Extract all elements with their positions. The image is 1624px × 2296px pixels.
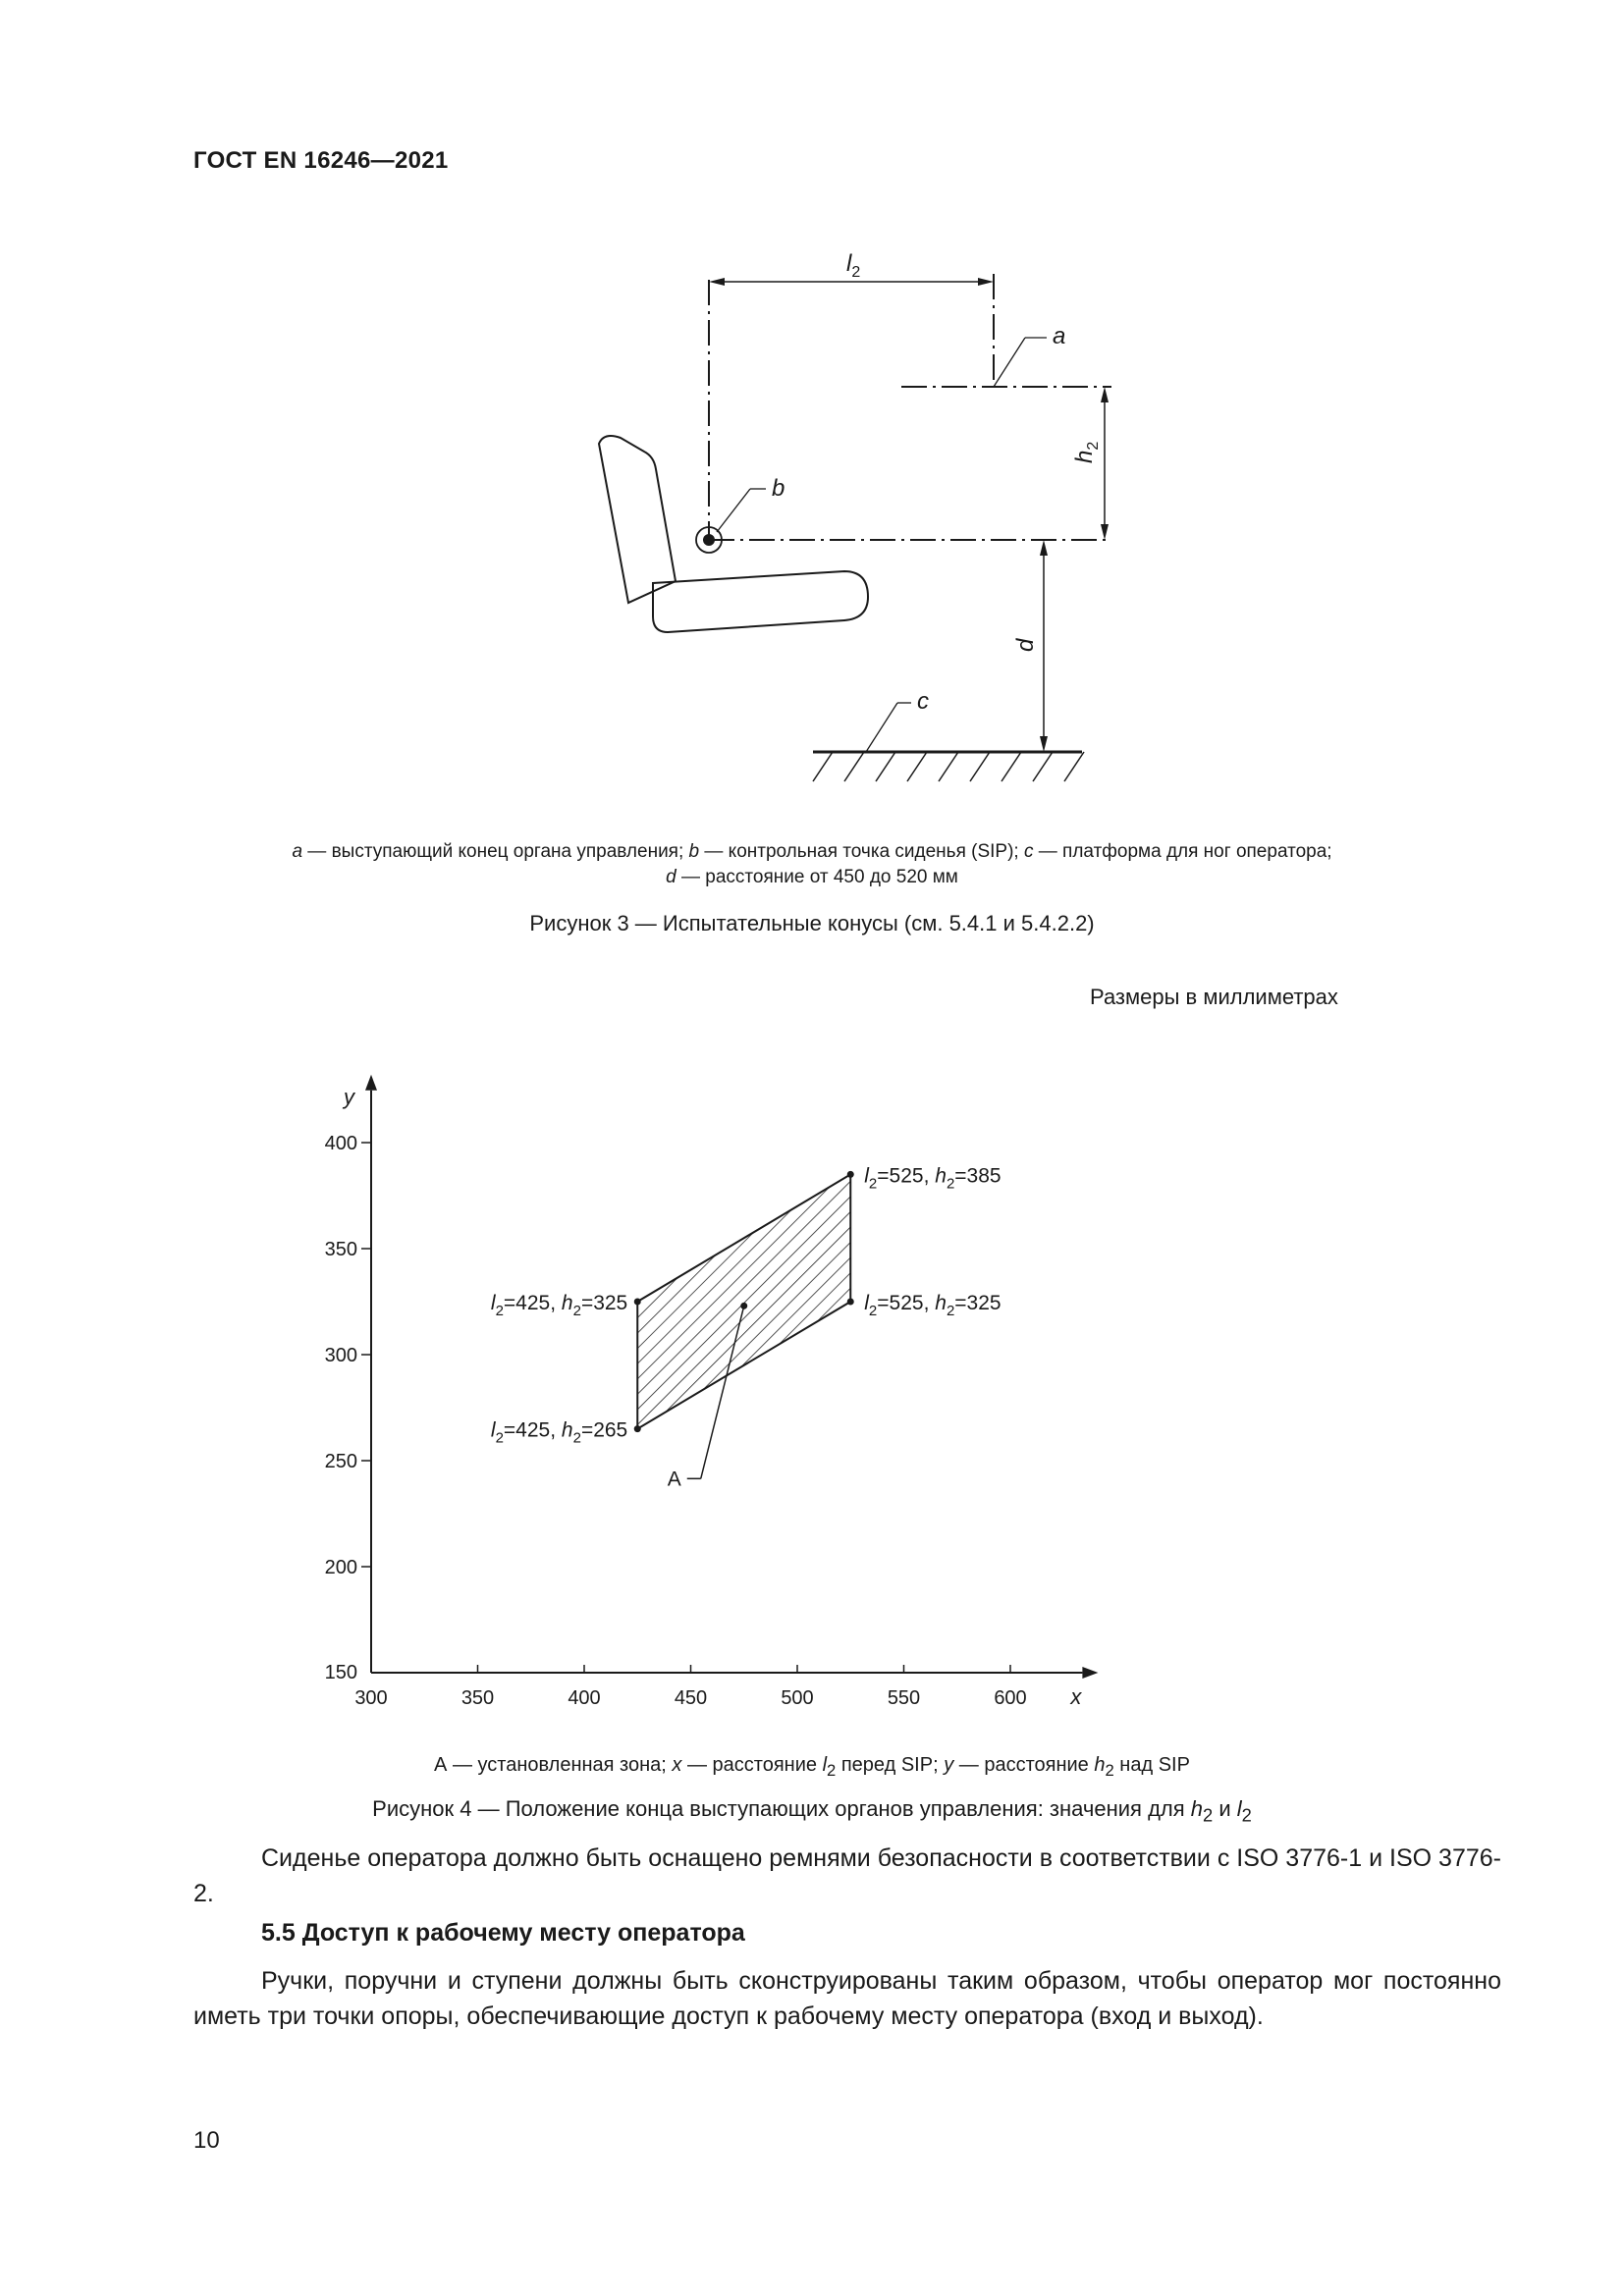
corner-point xyxy=(847,1299,854,1306)
x-tick-label: 350 xyxy=(460,1687,495,1709)
corner-point-label: $l_2=525$, $h_2=385$ xyxy=(864,1164,1001,1193)
zone-a-polygon xyxy=(637,1174,850,1428)
callout-a: a xyxy=(1053,323,1066,349)
paragraph-access: Ручки, поручни и ступени должны быть сконструированы таким образом, чтобы оператор мог постоянно иметь три точки опоры, обеспечивающие доступ к рабочему месту оператора (вход и выход). xyxy=(193,1967,1501,2030)
x-axis-label: x xyxy=(1070,1684,1082,1709)
y-tick-label: 200 xyxy=(324,1557,357,1578)
chart-ticks xyxy=(325,1133,1027,1709)
figure-3-caption: Рисунок 3 — Испытательные конусы (см. 5.4.1 и 5.4.2.2) xyxy=(529,911,1095,935)
d-label: d xyxy=(1012,638,1039,652)
callout-c: c xyxy=(917,688,929,715)
corner-point xyxy=(634,1299,641,1306)
figure-3-legend-line1: a — выступающий конец органа управления; b — контрольная точка сиденья (SIP); c — платформа для ног оператора; xyxy=(292,841,1332,862)
figure-3-drawing xyxy=(0,0,1624,805)
figure-3-legend-line2: d — расстояние от 450 до 520 мм xyxy=(666,867,958,887)
corner-point-label: $l_2=525$, $h_2=325$ xyxy=(864,1292,1001,1319)
x-tick-label: 600 xyxy=(994,1687,1027,1709)
figure-4-legend: А — установленная зона; x — расстояние $l_2$ перед SIP; y — расстояние $h_2$ над SIP xyxy=(434,1754,1190,1780)
x-tick-label: 300 xyxy=(354,1687,388,1709)
x-tick-label: 450 xyxy=(674,1687,708,1709)
paragraph-seat-belts: Сиденье оператора должно быть оснащено ремнями безопасности в соответствии с ISO 3776-1 и ISO 3776-2. xyxy=(193,1844,1501,1907)
zone-a-label: A xyxy=(667,1468,681,1491)
x-tick-label: 550 xyxy=(887,1687,921,1709)
figure-4-caption: Рисунок 4 — Положение конца выступающих органов управления: значения для $h_2$ и $l_2$ xyxy=(372,1796,1252,1826)
y-tick-label: 150 xyxy=(324,1662,357,1683)
x-axis-arrow-icon xyxy=(1082,1667,1098,1679)
y-tick-label: 250 xyxy=(324,1451,357,1472)
standard-header: ГОСТ EN 16246—2021 xyxy=(193,147,449,174)
y-axis-label: y xyxy=(344,1084,354,1109)
y-tick-label: 400 xyxy=(324,1133,357,1154)
corner-point xyxy=(634,1425,641,1432)
l2-label: $l_2$ xyxy=(846,250,861,281)
units-note: Размеры в миллиметрах xyxy=(1090,985,1338,1009)
y-tick-label: 300 xyxy=(324,1345,357,1366)
corner-point-label: $l_2=425$, $h_2=325$ xyxy=(490,1292,628,1319)
h2-label: $h_2$ xyxy=(1071,441,1102,463)
section-title: 5.5 Доступ к рабочему месту оператора xyxy=(261,1919,745,1947)
y-axis-arrow-icon xyxy=(365,1075,377,1091)
seat-cushion xyxy=(653,571,868,632)
seat-backrest xyxy=(599,436,676,603)
x-tick-label: 400 xyxy=(568,1687,601,1709)
y-tick-label: 350 xyxy=(324,1239,357,1260)
chart-marks xyxy=(491,1164,1001,1490)
x-tick-label: 500 xyxy=(781,1687,814,1709)
figure-4-chart xyxy=(0,1031,1624,1718)
corner-point xyxy=(847,1171,854,1178)
corner-point-label: $l_2=425$, $h_2=265$ xyxy=(490,1418,628,1447)
page-number: 10 xyxy=(193,2127,220,2154)
callout-b: b xyxy=(772,475,785,502)
